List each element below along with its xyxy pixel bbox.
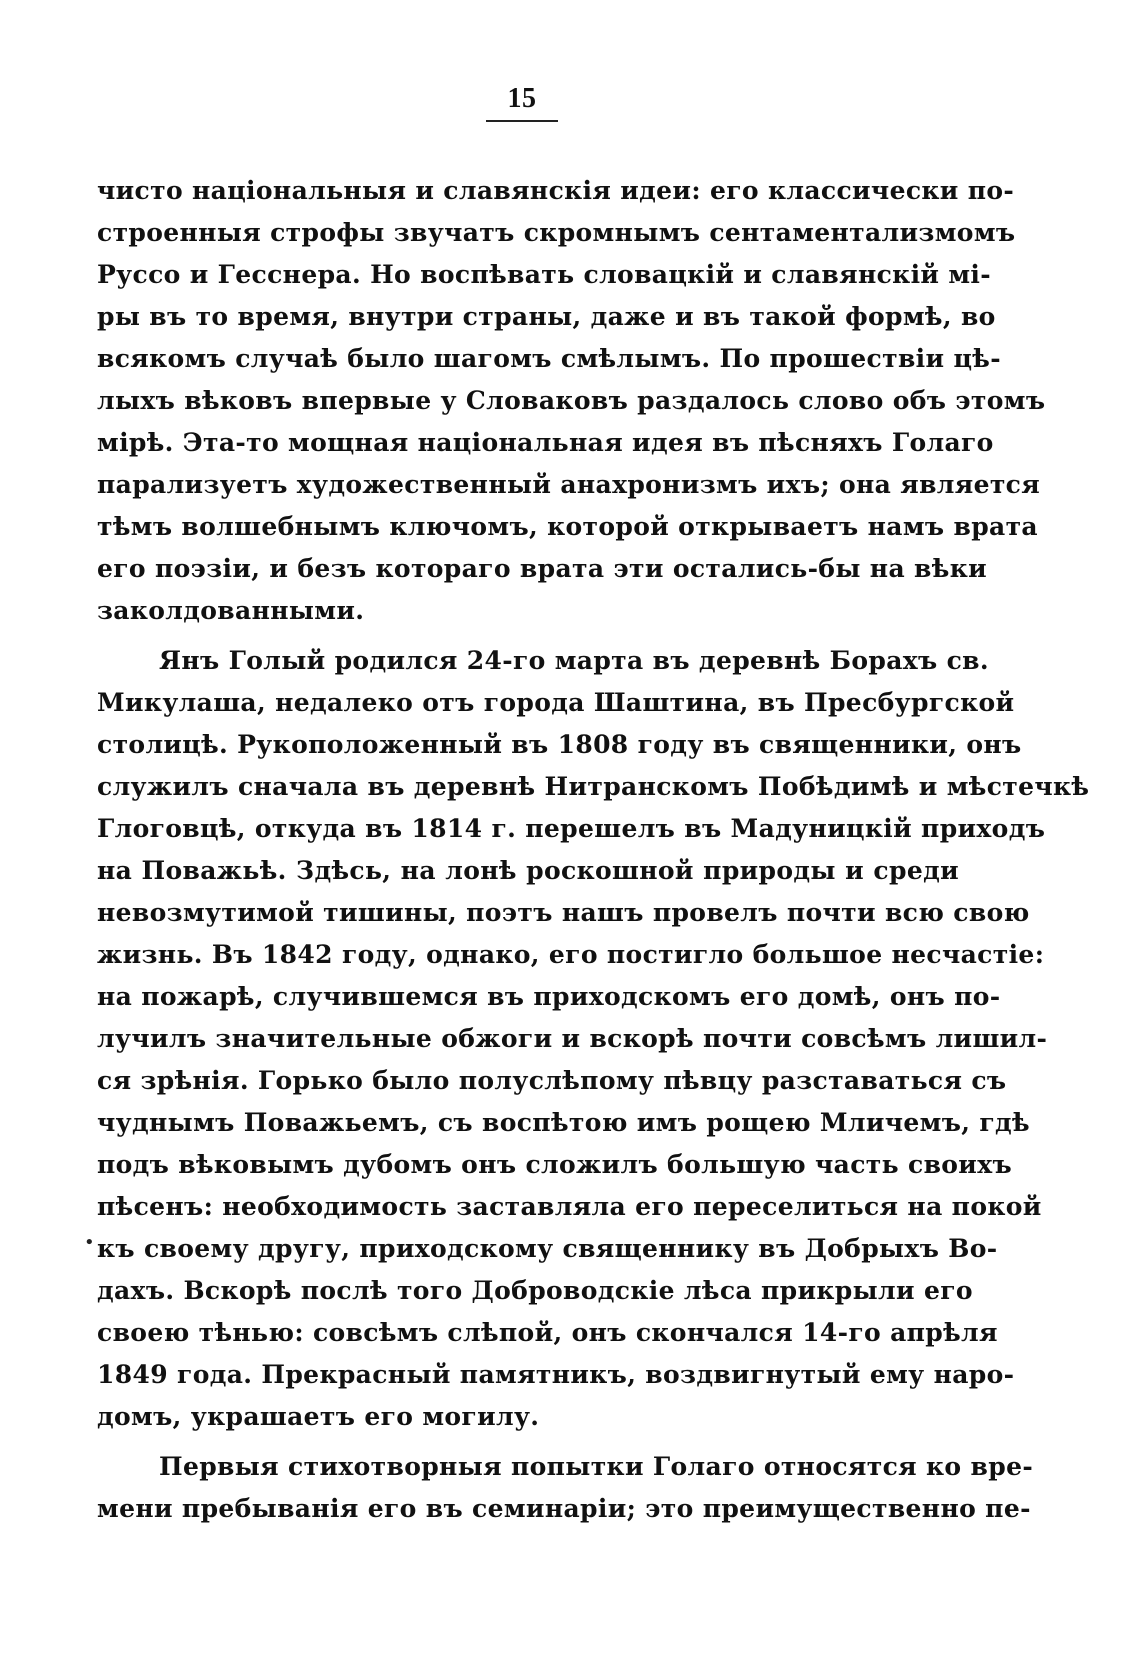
body-text (97, 170, 1090, 1530)
page-header (486, 82, 558, 122)
text-line: дахъ. Вскорѣ послѣ того Доброводскіе лѣса прикрыли его (97, 1276, 973, 1305)
scan-speck: • (84, 1232, 95, 1253)
text-line: Первыя стихотворныя попытки Голаго относятся ко вре- (159, 1452, 1034, 1481)
text-line: Глоговцѣ, откуда въ 1814 г. перешелъ въ Мадуницкій приходъ (97, 814, 1046, 843)
text-line: его поэзіи, и безъ котораго врата эти остались-бы на вѣки (97, 554, 987, 583)
text-line: 1849 года. Прекрасный памятникъ, воздвигнутый ему наро- (97, 1360, 1015, 1389)
text-line: подъ вѣковымъ дубомъ онъ сложилъ большую часть своихъ (97, 1150, 1012, 1179)
page-number: 15 (507, 83, 537, 114)
text-line: къ своему другу, приходскому священнику въ Добрыхъ Во- (97, 1234, 998, 1263)
text-line: Микулаша, недалеко отъ города Шаштина, въ Пресбургской (97, 688, 1015, 717)
paragraph-1 (97, 170, 1046, 632)
text-line: лучилъ значительные обжоги и вскорѣ почти совсѣмъ лишил- (97, 1024, 1048, 1053)
paragraph-2 (97, 640, 1090, 1438)
text-line: заколдованными. (97, 596, 365, 625)
text-line: парализуетъ художественный анахронизмъ ихъ; она является (97, 470, 1041, 499)
text-line: жизнь. Въ 1842 году, однако, его постигло большое несчастіе: (97, 940, 1045, 969)
text-line: Янъ Голый родился 24-го марта въ деревнѣ Борахъ св. (159, 646, 989, 675)
text-line: невозмутимой тишины, поэтъ нашъ провелъ почти всю свою (97, 898, 1030, 927)
text-line: домъ, украшаетъ его могилу. (97, 1402, 540, 1431)
text-line: на Поважьѣ. Здѣсь, на лонѣ роскошной природы и среди (97, 856, 959, 885)
text-line: мени пребыванія его въ семинаріи; это преимущественно пе- (97, 1494, 1031, 1523)
text-line: строенныя строфы звучатъ скромнымъ сентаментализмомъ (97, 218, 1016, 247)
text-line: чуднымъ Поважьемъ, съ воспѣтою имъ рощею Мличемъ, гдѣ (97, 1108, 1030, 1137)
page-number-rule (486, 120, 558, 122)
paragraph-spacing (97, 1438, 959, 1446)
text-line: ся зрѣнія. Горько было полуслѣпому пѣвцу разставаться съ (97, 1066, 1007, 1095)
text-line: пѣсенъ: необходимость заставляла его переселиться на покой (97, 1192, 1042, 1221)
text-line: на пожарѣ, случившемся въ приходскомъ его домѣ, онъ по- (97, 982, 1001, 1011)
text-line: мірѣ. Эта-то мощная національная идея въ пѣсняхъ Голаго (97, 428, 994, 457)
text-line: служилъ сначала въ деревнѣ Нитранскомъ Побѣдимѣ и мѣстечкѣ (97, 772, 1090, 801)
text-line: Руссо и Гесснера. Но воспѣвать словацкій и славянскій мі- (97, 260, 991, 289)
text-line: ры въ то время, внутри страны, даже и въ такой формѣ, во (97, 302, 996, 331)
text-line: лыхъ вѣковъ впервые у Словаковъ раздалось слово объ этомъ (97, 386, 1046, 415)
text-line: столицѣ. Рукоположенный въ 1808 году въ священники, онъ (97, 730, 1022, 759)
text-line: чисто національныя и славянскія идеи: его классически по- (97, 176, 1015, 205)
text-line: всякомъ случаѣ было шагомъ смѣлымъ. По прошествіи цѣ- (97, 344, 1001, 373)
text-line: своею тѣнью: совсѣмъ слѣпой, онъ скончался 14-го апрѣля (97, 1318, 998, 1347)
text-line: тѣмъ волшебнымъ ключомъ, которой открываетъ намъ врата (97, 512, 1038, 541)
paragraph-3 (97, 1446, 1034, 1530)
paragraph-spacing (97, 632, 959, 640)
